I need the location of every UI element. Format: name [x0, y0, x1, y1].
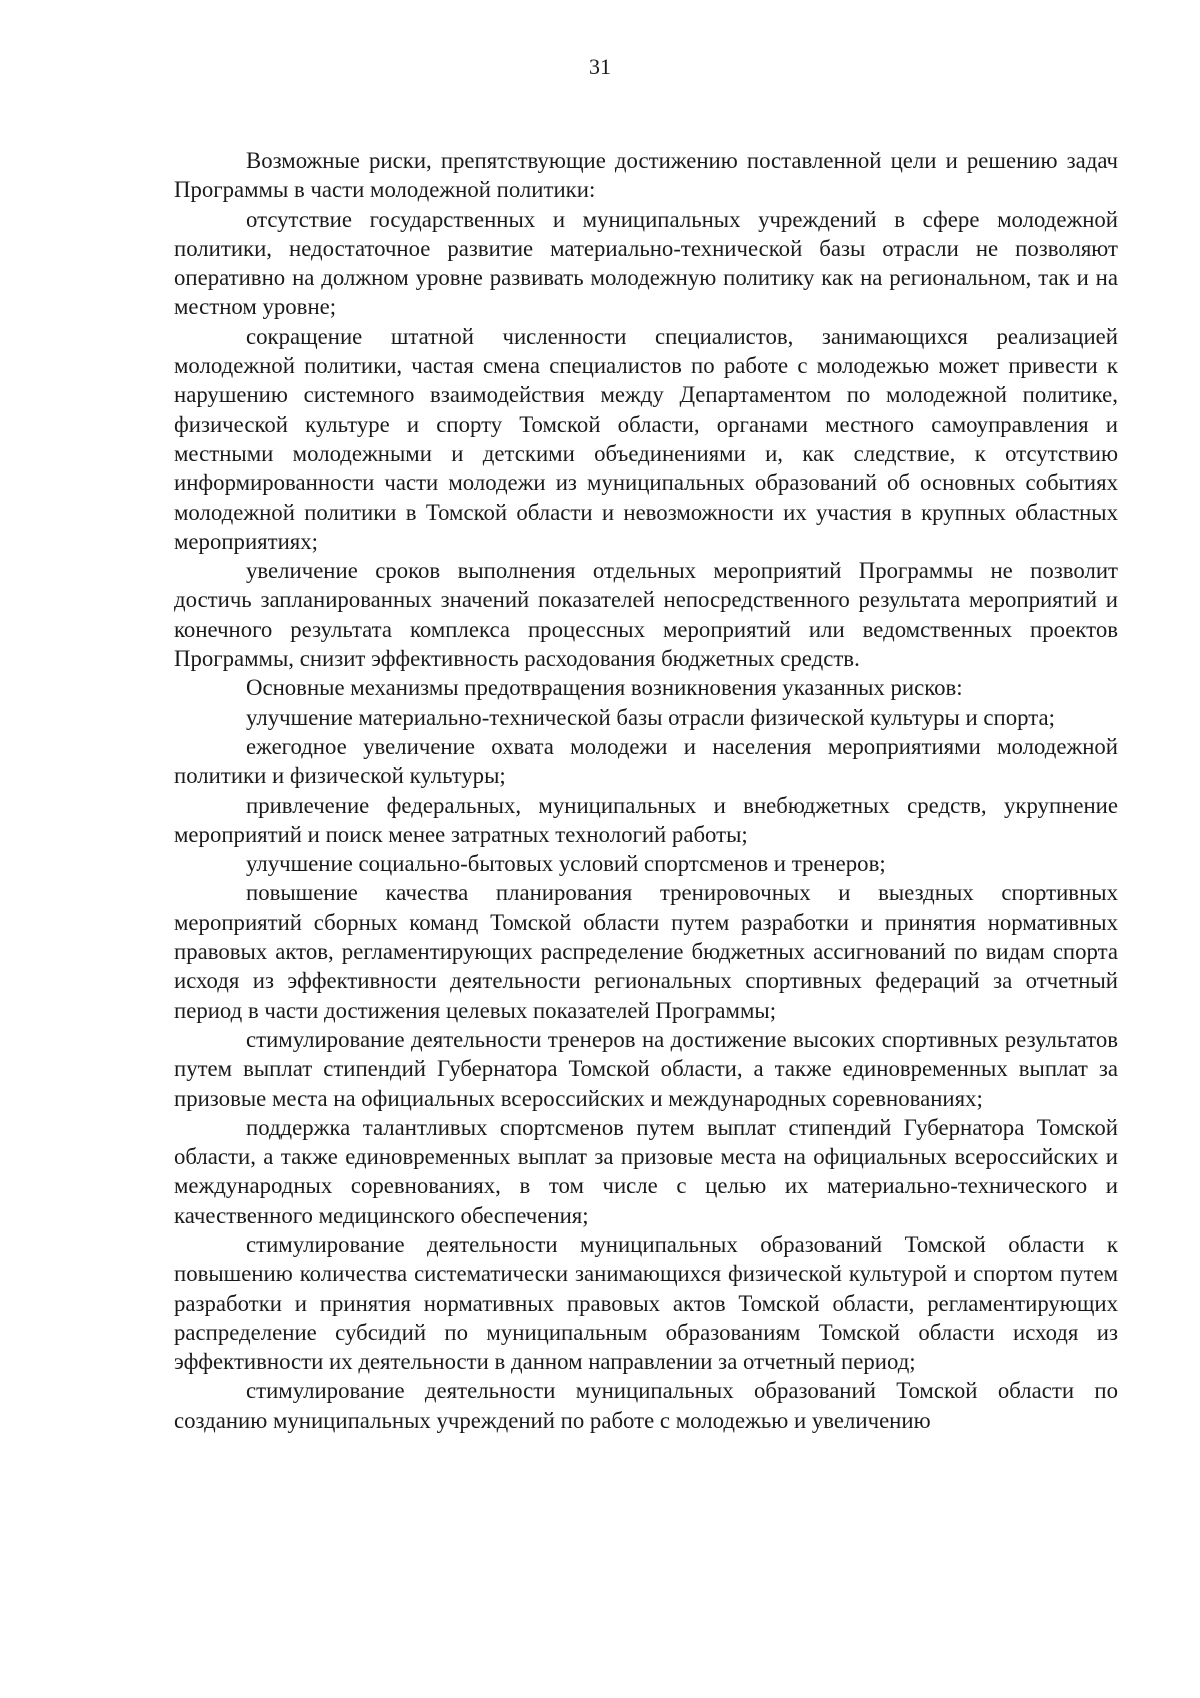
paragraph-risk-staff-reduction: сокращение штатной численности специалистов, занимающихся реализацией молодежной политики, частая смена специалистов по работе с молодежью может привести к нарушению системного взаимодействия между Департаментом по молодежной политике, физической культуре и спорту Томской области, органами местного самоуправления и местными молодежными и детскими объединениями и, как следствие, к отсутствию информированности части молодежи из муниципальных образований об основных событиях молодежной политики в Томской области и невозможности их участия в крупных областных мероприятиях; [174, 323, 1118, 554]
paragraph-mechanisms-intro: Основные механизмы предотвращения возникновения указанных рисков: [246, 675, 963, 701]
paragraph-mechanism-athlete-support: поддержка талантливых спортсменов путем выплат стипендий Губернатора Томской области, а также единовременных выплат за призовые места на официальных всероссийских и международных соревнованиях, в том числе с целью их материально-технического и качественного медицинского обеспечения; [174, 1114, 1118, 1228]
paragraph-mechanism-municipal-sport: стимулирование деятельности муниципальных образований Томской области к повышению количества систематически занимающихся физической культурой и спортом путем разработки и принятия нормативных правовых актов Томской области, регламентирующих распределение субсидий по муниципальным образованиям Томской области исходя из эффективности их деятельности в данном направлении за отчетный период; [174, 1231, 1118, 1375]
paragraph-mechanism-infrastructure: улучшение материально-технической базы отрасли физической культуры и спорта; [246, 704, 1055, 730]
paragraph-mechanism-planning: повышение качества планирования тренировочных и выездных спортивных мероприятий сборных команд Томской области путем разработки и принятия нормативных правовых актов, регламентирующих распределение бюджетных ассигнований по видам спорта исходя из эффективности деятельности региональных спортивных федераций за отчетный период в части достижения целевых показателей Программы; [174, 880, 1118, 1023]
paragraph-mechanism-coverage: ежегодное увеличение охвата молодежи и населения мероприятиями молодежной политики и физической культуры; [174, 733, 1118, 789]
paragraph-mechanism-municipal-youth: стимулирование деятельности муниципальных образований Томской области по созданию муниципальных учреждений по работе с молодежью и увеличению [174, 1378, 1118, 1433]
paragraph-mechanism-coach-incentives: стимулирование деятельности тренеров на достижение высоких спортивных результатов путем выплат стипендий Губернатора Томской области, а также единовременных выплат за призовые места на официальных всероссийских и международных соревнованиях; [174, 1026, 1118, 1111]
paragraph-mechanism-living-conditions: улучшение социально-бытовых условий спортсменов и тренеров; [246, 851, 886, 877]
paragraph-risk-no-institutions: отсутствие государственных и муниципальных учреждений в сфере молодежной политики, недостаточное развитие материально-технической базы отрасли не позволяют оперативно на должном уровне развивать молодежную политику как на региональном, так и на местном уровне; [174, 206, 1118, 320]
page-number: 31 [589, 54, 611, 79]
paragraph-risk-deadlines: увеличение сроков выполнения отдельных мероприятий Программы не позволит достичь запланированных значений показателей непосредственного результата мероприятий и конечного результата комплекса процессных мероприятий или ведомственных проектов Программы, снизит эффективность расходования бюджетных средств. [174, 558, 1118, 672]
paragraph-risks-intro: Возможные риски, препятствующие достижению поставленной цели и решению задач Программы в части молодежной политики: [174, 148, 1118, 203]
paragraph-mechanism-funding: привлечение федеральных, муниципальных и внебюджетных средств, укрупнение мероприятий и поиск менее затратных технологий работы; [174, 792, 1118, 847]
document-body [174, 146, 1118, 1435]
